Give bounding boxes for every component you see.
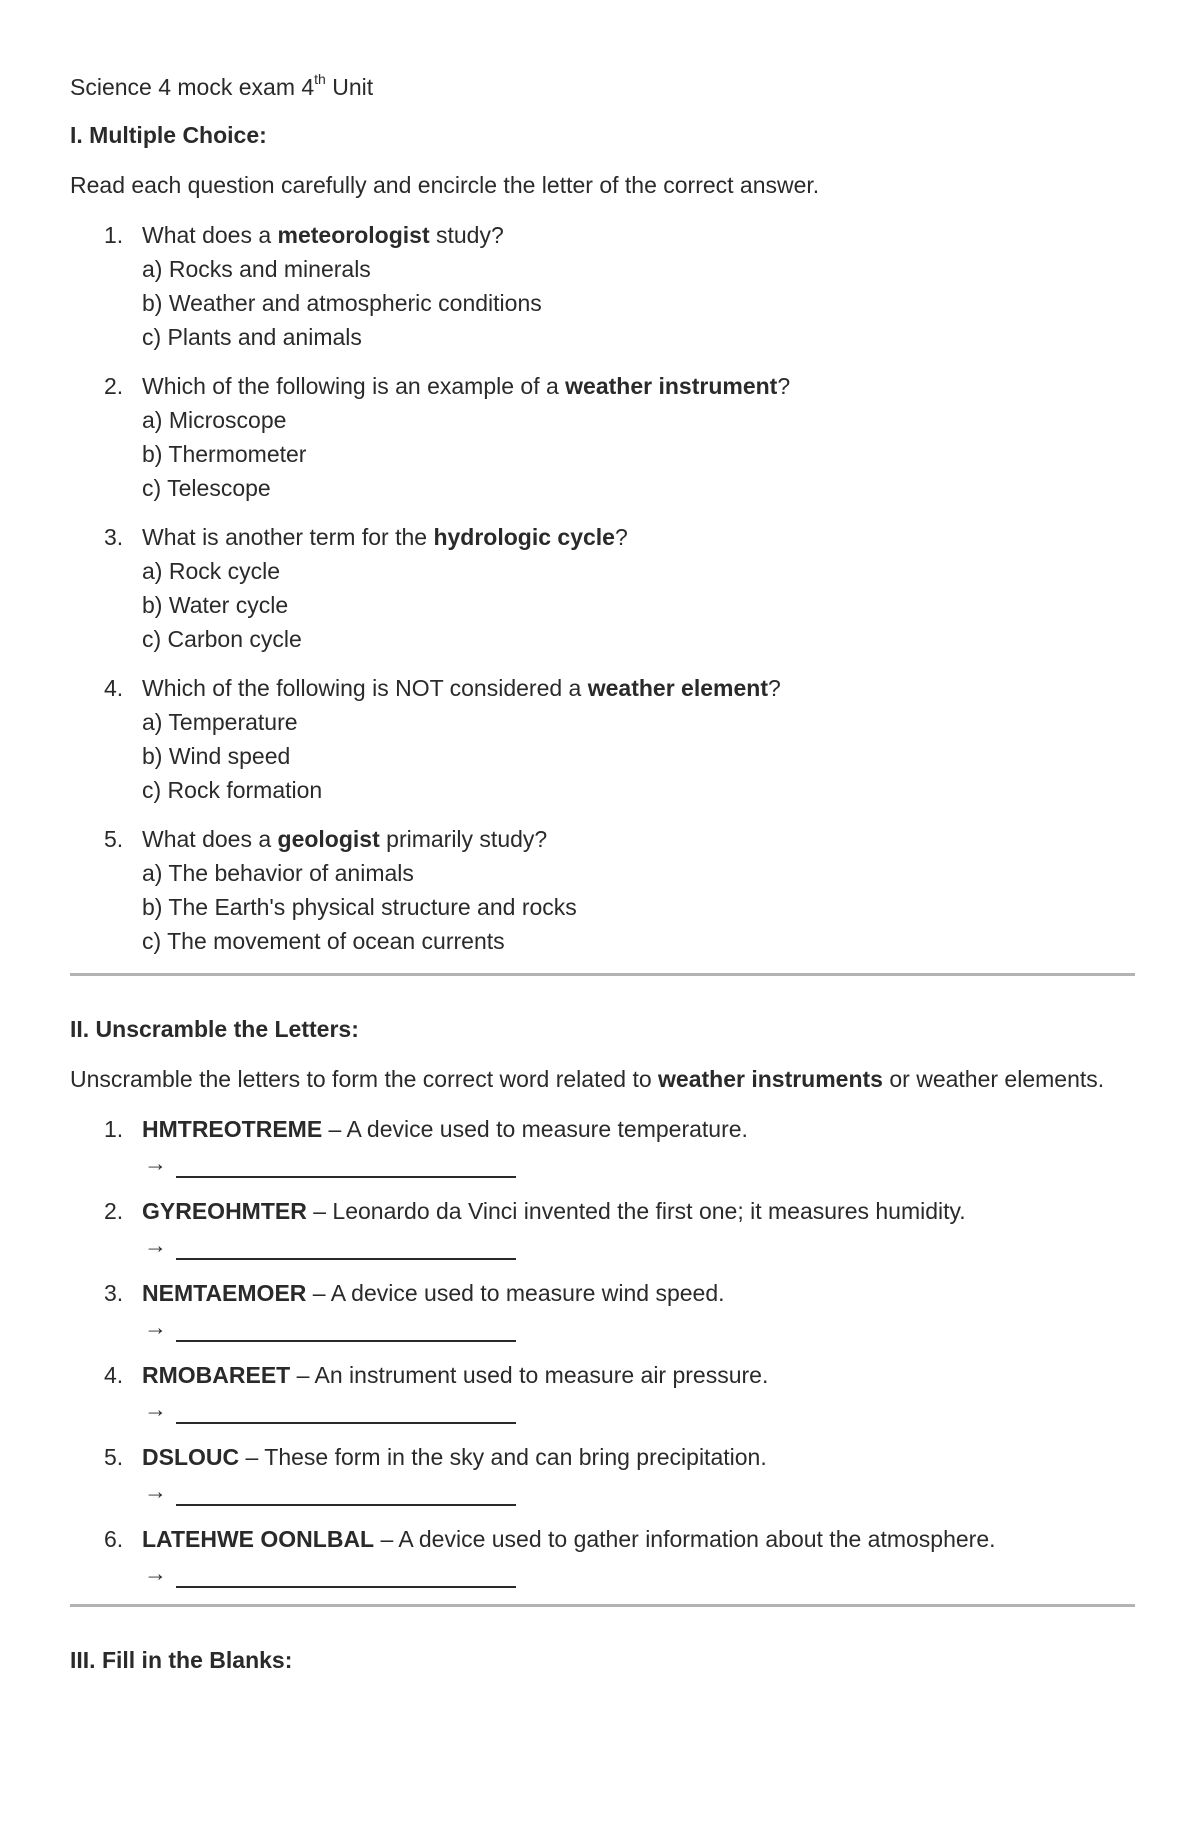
- answer-line[interactable]: [142, 1474, 1135, 1508]
- item-text: LATEHWE OONLBAL – A device used to gather information about the atmosphere.: [142, 1526, 996, 1552]
- question-number: 5.: [104, 826, 124, 852]
- section-2-instructions: Unscramble the letters to form the correct word related to weather instruments or weather elements.: [70, 1066, 1105, 1092]
- answer-line[interactable]: [142, 1556, 1135, 1590]
- scrambled-word: RMOBAREET: [142, 1362, 291, 1388]
- multiple-choice-list: [70, 218, 1135, 958]
- item-text: DSLOUC – These form in the sky and can bring precipitation.: [142, 1444, 767, 1470]
- question-number: 3.: [104, 524, 124, 550]
- section-1-instructions: Read each question carefully and encircle the letter of the correct answer.: [70, 172, 820, 198]
- option-c[interactable]: c) Plants and animals: [142, 324, 362, 350]
- scrambled-word: DSLOUC: [142, 1444, 240, 1470]
- question-text: What does a meteorologist study?: [142, 222, 504, 248]
- answer-line[interactable]: [142, 1310, 1135, 1344]
- section-divider: [70, 973, 1135, 976]
- arrow-right-icon: →: [144, 1396, 167, 1422]
- section-1-heading: I. Multiple Choice:: [70, 122, 267, 148]
- section-divider: [70, 1604, 1135, 1607]
- question-item: [70, 369, 1135, 505]
- question-item: [70, 520, 1135, 656]
- section-2-heading: II. Unscramble the Letters:: [70, 1016, 359, 1042]
- arrow-right-icon: →: [144, 1150, 167, 1176]
- arrow-right-icon: →: [144, 1232, 167, 1258]
- question-text: Which of the following is an example of a weather instrument?: [142, 373, 791, 399]
- question-item: [70, 671, 1135, 807]
- scrambled-word: LATEHWE OONLBAL: [142, 1526, 375, 1552]
- unscramble-item: [70, 1276, 1135, 1344]
- option-a[interactable]: a) Rock cycle: [142, 558, 281, 584]
- item-number: 4.: [104, 1362, 124, 1388]
- item-number: 3.: [104, 1280, 124, 1306]
- answer-blank[interactable]: [176, 1586, 516, 1588]
- item-number: 1.: [104, 1116, 124, 1142]
- answer-blank[interactable]: [176, 1504, 516, 1506]
- question-text: What does a geologist primarily study?: [142, 826, 548, 852]
- arrow-right-icon: →: [144, 1314, 167, 1340]
- exam-page: [70, 70, 1135, 1693]
- unscramble-item: [70, 1358, 1135, 1426]
- option-c[interactable]: c) The movement of ocean currents: [142, 928, 505, 954]
- answer-line[interactable]: [142, 1146, 1135, 1180]
- item-number: 2.: [104, 1198, 124, 1224]
- item-number: 6.: [104, 1526, 124, 1552]
- option-b[interactable]: b) Wind speed: [142, 743, 291, 769]
- option-b[interactable]: b) Thermometer: [142, 441, 307, 467]
- option-b[interactable]: b) Weather and atmospheric conditions: [142, 290, 542, 316]
- option-c[interactable]: c) Rock formation: [142, 777, 323, 803]
- item-text: HMTREOTREME – A device used to measure temperature.: [142, 1116, 748, 1142]
- question-number: 4.: [104, 675, 124, 701]
- answer-line[interactable]: [142, 1392, 1135, 1426]
- unscramble-item: [70, 1522, 1135, 1590]
- question-text: Which of the following is NOT considered a weather element?: [142, 675, 781, 701]
- question-item: [70, 822, 1135, 958]
- unscramble-item: [70, 1440, 1135, 1508]
- item-text: GYREOHMTER – Leonardo da Vinci invented the first one; it measures humidity.: [142, 1198, 966, 1224]
- scrambled-word: HMTREOTREME: [142, 1116, 323, 1142]
- document-title: Science 4 mock exam 4th Unit: [70, 71, 374, 100]
- option-a[interactable]: a) Rocks and minerals: [142, 256, 371, 282]
- option-a[interactable]: a) Microscope: [142, 407, 287, 433]
- scrambled-word: GYREOHMTER: [142, 1198, 307, 1224]
- item-text: NEMTAEMOER – A device used to measure wind speed.: [142, 1280, 725, 1306]
- option-c[interactable]: c) Carbon cycle: [142, 626, 302, 652]
- item-text: RMOBAREET – An instrument used to measure air pressure.: [142, 1362, 769, 1388]
- answer-blank[interactable]: [176, 1340, 516, 1342]
- item-number: 5.: [104, 1444, 124, 1470]
- question-number: 2.: [104, 373, 124, 399]
- question-item: [70, 218, 1135, 354]
- option-a[interactable]: a) Temperature: [142, 709, 298, 735]
- unscramble-list: [70, 1112, 1135, 1590]
- question-number: 1.: [104, 222, 124, 248]
- option-a[interactable]: a) The behavior of animals: [142, 860, 414, 886]
- answer-line[interactable]: [142, 1228, 1135, 1262]
- arrow-right-icon: →: [144, 1560, 167, 1586]
- answer-blank[interactable]: [176, 1422, 516, 1424]
- arrow-right-icon: →: [144, 1478, 167, 1504]
- option-b[interactable]: b) The Earth's physical structure and rocks: [142, 894, 577, 920]
- section-3-heading: III. Fill in the Blanks:: [70, 1647, 293, 1673]
- scrambled-word: NEMTAEMOER: [142, 1280, 307, 1306]
- unscramble-item: [70, 1194, 1135, 1262]
- answer-blank[interactable]: [176, 1258, 516, 1260]
- question-text: What is another term for the hydrologic cycle?: [142, 524, 628, 550]
- option-b[interactable]: b) Water cycle: [142, 592, 289, 618]
- answer-blank[interactable]: [176, 1176, 516, 1178]
- unscramble-item: [70, 1112, 1135, 1180]
- option-c[interactable]: c) Telescope: [142, 475, 271, 501]
